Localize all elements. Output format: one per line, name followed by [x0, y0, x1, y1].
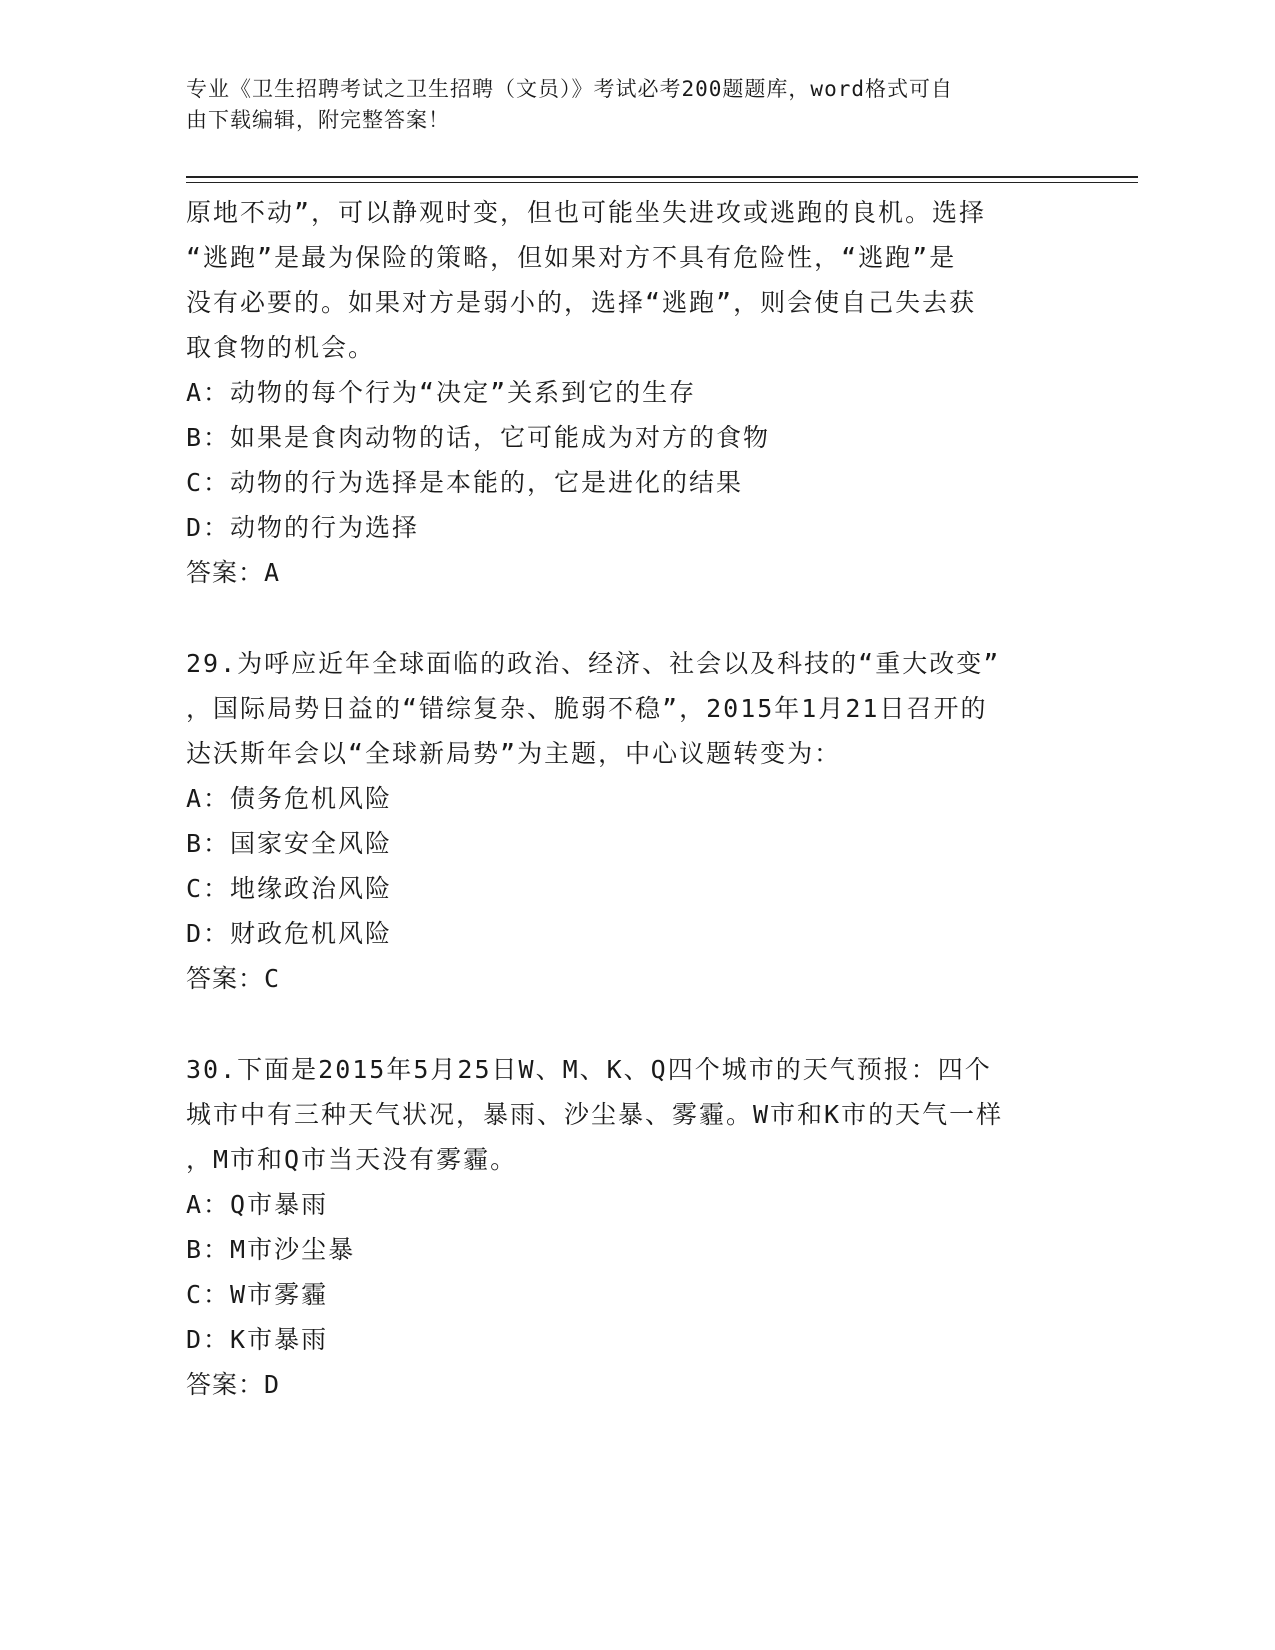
- header-line-1: 专业《卫生招聘考试之卫生招聘（文员）》考试必考200题题库，word格式可自: [186, 77, 953, 101]
- option-a: A：动物的每个行为“决定”关系到它的生存: [186, 378, 697, 407]
- question-stem-line: 没有必要的。如果对方是弱小的，选择“逃跑”，则会使自己失去获: [186, 288, 977, 317]
- option-c: C：地缘政治风险: [186, 874, 393, 903]
- question-spacer: [186, 1001, 1086, 1047]
- question-stem-line: 原地不动”，可以静观时变，但也可能坐失进攻或逃跑的良机。选择: [186, 198, 987, 227]
- option-c: C：W市雾霾: [186, 1280, 329, 1309]
- answer-line: 答案：C: [186, 964, 281, 993]
- option-d: D：财政危机风险: [186, 919, 393, 948]
- question-stem-line: “逃跑”是最为保险的策略，但如果对方不具有危险性，“逃跑”是: [186, 243, 957, 272]
- answer-line: 答案：A: [186, 558, 281, 587]
- question-stem-line: 达沃斯年会以“全球新局势”为主题，中心议题转变为：: [186, 739, 842, 768]
- question-stem-line: 30.下面是2015年5月25日W、M、K、Q四个城市的天气预报：四个: [186, 1055, 992, 1084]
- question-29: [186, 641, 1086, 1001]
- option-a: A：债务危机风险: [186, 784, 393, 813]
- document-header: [186, 74, 1066, 136]
- question-stem-line: ，M市和Q市当天没有雾霾。: [186, 1145, 518, 1174]
- question-stem-line: 29.为呼应近年全球面临的政治、经济、社会以及科技的“重大改变”: [186, 649, 1001, 678]
- option-a: A：Q市暴雨: [186, 1190, 329, 1219]
- header-line-2: 由下载编辑，附完整答案！: [186, 108, 450, 132]
- question-spacer: [186, 595, 1086, 641]
- option-b: B：M市沙尘暴: [186, 1235, 356, 1264]
- question-28: [186, 190, 1086, 595]
- question-stem-line: 城市中有三种天气状况，暴雨、沙尘暴、雾霾。W市和K市的天气一样: [186, 1100, 1004, 1129]
- option-b: B：国家安全风险: [186, 829, 393, 858]
- question-stem-line: ，国际局势日益的“错综复杂、脆弱不稳”，2015年1月21日召开的: [186, 694, 988, 723]
- option-b: B：如果是食肉动物的话，它可能成为对方的食物: [186, 423, 771, 452]
- option-d: D：动物的行为选择: [186, 513, 420, 542]
- option-d: D：K市暴雨: [186, 1325, 329, 1354]
- question-stem-line: 取食物的机会。: [186, 333, 376, 362]
- header-rule-thick: [186, 176, 1138, 178]
- answer-line: 答案：D: [186, 1370, 281, 1399]
- question-content: [186, 190, 1086, 1407]
- option-c: C：动物的行为选择是本能的，它是进化的结果: [186, 468, 744, 497]
- question-30: [186, 1047, 1086, 1407]
- header-rule-thin: [186, 182, 1138, 183]
